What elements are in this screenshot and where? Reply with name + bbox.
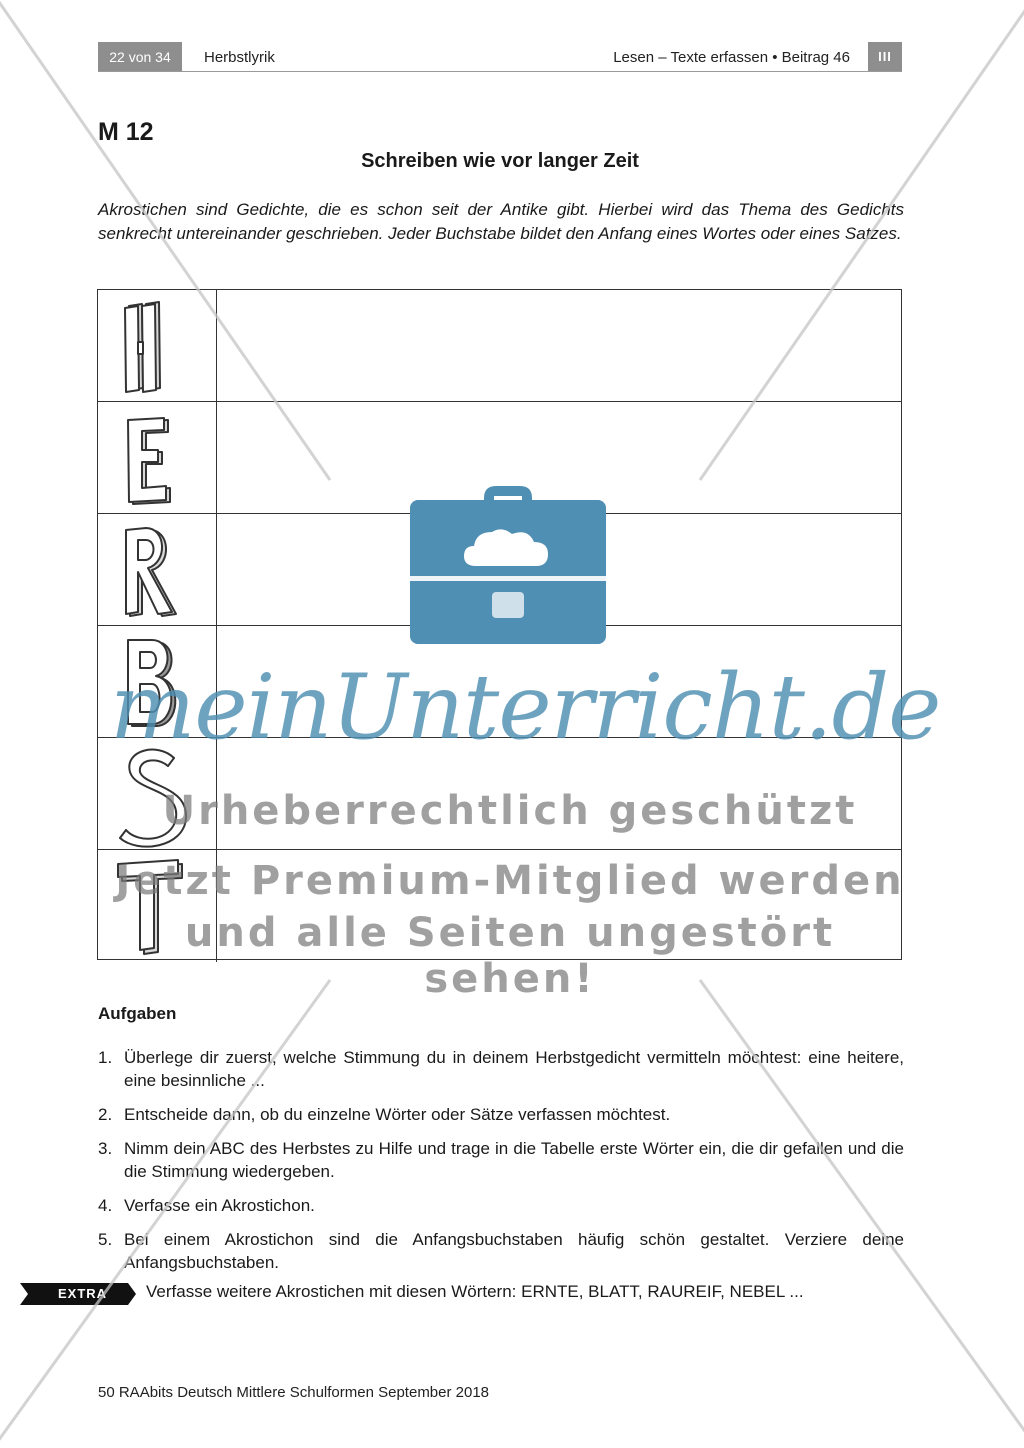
task-number: 2. xyxy=(98,1105,113,1124)
page-number: 22 von 34 xyxy=(98,42,182,71)
letter-cell-r xyxy=(98,514,217,625)
extra-text: Verfasse weitere Akrostichen mit diesen Wörtern: ERNTE, BLATT, RAUREIF, NEBEL ... xyxy=(146,1282,804,1301)
table-row xyxy=(98,514,901,626)
list-item xyxy=(98,1103,904,1126)
task-text: Verfasse ein Akrostichon. xyxy=(124,1196,315,1215)
letter-h-icon xyxy=(98,290,217,402)
watermark-brand: meinUnterricht.de xyxy=(110,655,941,760)
level-badge: III xyxy=(868,42,902,71)
answer-cell[interactable] xyxy=(217,290,901,401)
material-number: M 12 xyxy=(98,118,154,146)
extra-label: EXTRA xyxy=(58,1286,108,1301)
letter-cell-h xyxy=(98,290,217,401)
list-item xyxy=(98,1228,904,1274)
answer-cell[interactable] xyxy=(217,514,901,625)
table-row xyxy=(98,402,901,514)
series-title: Herbstlyrik xyxy=(204,49,275,66)
list-item xyxy=(98,1046,904,1092)
task-text: Entscheide dann, ob du einzelne Wörter oder Sätze verfassen möchtest. xyxy=(124,1105,671,1124)
section-label: Lesen – Texte erfassen • Beitrag 46 xyxy=(613,49,850,66)
page-title: Schreiben wie vor langer Zeit xyxy=(361,150,639,172)
list-item xyxy=(98,1137,904,1183)
task-number: 5. xyxy=(98,1230,113,1249)
table-row xyxy=(98,290,901,402)
letter-r-icon xyxy=(98,514,217,626)
task-number: 3. xyxy=(98,1139,113,1158)
task-number: 1. xyxy=(98,1048,113,1067)
watermark-line: und alle Seiten ungestört sehen! xyxy=(184,910,836,1002)
task-number: 4. xyxy=(98,1196,113,1215)
letter-e-icon xyxy=(98,402,217,514)
watermark-line: Jetzt Premium-Mitglied werden xyxy=(115,858,905,904)
task-text: Überlege dir zuerst, welche Stimmung du in deinem Herbstgedicht vermitteln möchtest: eine heitere, eine besinnliche ... xyxy=(124,1048,904,1090)
list-item xyxy=(98,1194,904,1217)
task-text: Bei einem Akrostichon sind die Anfangsbuchstaben häufig schön gestaltet. Verziere deine Anfangsbuchstaben. xyxy=(124,1230,904,1272)
task-list xyxy=(98,1046,904,1285)
watermark-line: Urheberrechtlich geschützt xyxy=(162,788,858,834)
intro-text: Akrostichen sind Gedichte, die es schon seit der Antike gibt. Hierbei wird das Thema des Gedichts senkrecht untereinander geschrieben. Jeder Buchstabe bildet den Anfang eines Wortes oder eines Satzes. xyxy=(98,200,904,243)
letter-cell-e xyxy=(98,402,217,513)
tasks-heading: Aufgaben xyxy=(98,1004,177,1023)
page-footer: 50 RAAbits Deutsch Mittlere Schulformen September 2018 xyxy=(98,1384,490,1401)
page-header xyxy=(98,42,902,72)
answer-cell[interactable] xyxy=(217,402,901,513)
extra-badge xyxy=(20,1283,136,1305)
task-text: Nimm dein ABC des Herbstes zu Hilfe und trage in die Tabelle erste Wörter ein, die dir gefallen und die die Stimmung wiedergeben. xyxy=(124,1139,904,1181)
